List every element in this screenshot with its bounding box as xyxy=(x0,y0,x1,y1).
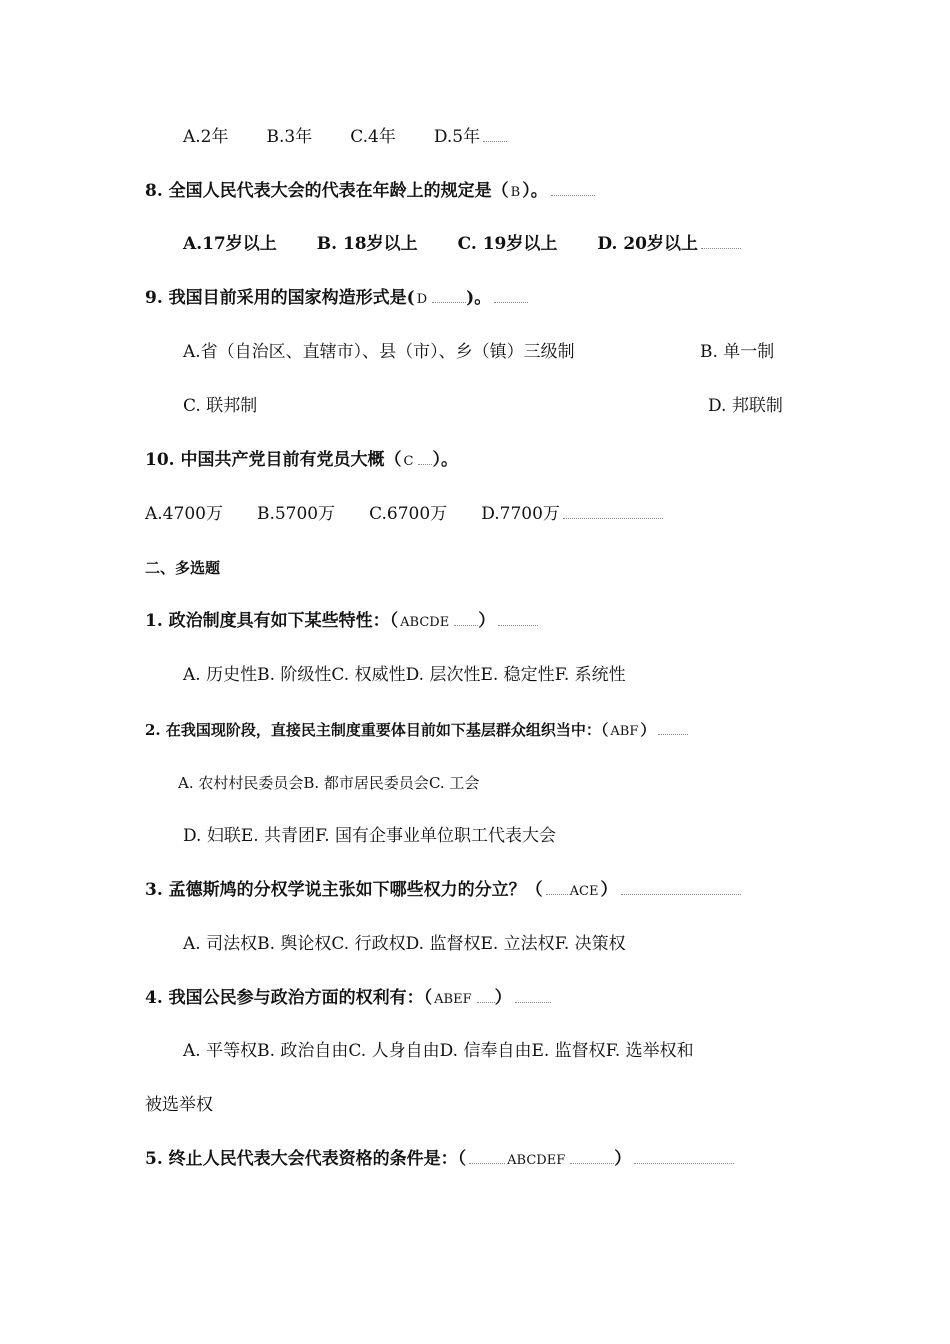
m4-option-a: A. 平等权 xyxy=(183,1041,258,1061)
q9-option-d: D. 邦联制 xyxy=(708,396,783,416)
m5-stem xyxy=(145,1148,734,1172)
m4-options xyxy=(183,1040,694,1062)
dotted-leader xyxy=(658,733,688,735)
m4-option-f: F. 选举权和 xyxy=(605,1041,694,1061)
q9-stem xyxy=(145,287,528,311)
m2-answer: ABF xyxy=(610,724,639,739)
m1-option-b: B. 阶级性 xyxy=(257,665,332,685)
dotted-leader xyxy=(546,893,568,895)
dotted-leader xyxy=(477,1001,495,1003)
dotted-leader xyxy=(570,1162,614,1164)
q8-option-b: B. 18岁以上 xyxy=(316,234,418,254)
m2-option-f: F. 国有企事业单位职工代表大会 xyxy=(315,826,557,846)
q8-option-d: D. 20岁以上 xyxy=(597,234,699,254)
dotted-leader xyxy=(483,140,507,142)
q7-option-a: A.2年 xyxy=(183,127,229,147)
m5-close: ） xyxy=(614,1149,632,1169)
m1-answer: ABCDE xyxy=(400,615,450,630)
dotted-leader xyxy=(469,1162,505,1164)
q9-option-a: A.省（自治区、直辖市）、县（市）、乡（镇）三级制 xyxy=(183,342,575,362)
m2-stem-text: 2. 在我国现阶段，直接民主制度重要体目前如下基层群众组织当中：（ xyxy=(145,721,609,739)
m4-stem xyxy=(145,987,551,1011)
m3-option-d: D. 监督权 xyxy=(405,934,481,954)
m1-option-f: F. 系统性 xyxy=(554,665,626,685)
dotted-leader xyxy=(515,1001,551,1003)
m2-option-d: D. 妇联 xyxy=(183,826,241,846)
m2-option-e: E. 共青团 xyxy=(240,826,316,846)
m1-option-d: D. 层次性 xyxy=(405,665,481,685)
dotted-leader xyxy=(634,1162,734,1164)
q10-close: ）。 xyxy=(432,450,458,470)
q8-stem-text: 8. 全国人民代表大会的代表在年龄上的规定是（ xyxy=(145,181,509,201)
m3-options xyxy=(183,933,626,955)
q8-option-c: C. 19岁以上 xyxy=(457,234,558,254)
m3-stem-text: 3. 孟德斯鸠的分权学说主张如下哪些权力的分立？（ xyxy=(145,880,543,900)
q10-options xyxy=(145,503,663,525)
section-title: 二、多选题 xyxy=(145,559,221,577)
m2-option-a: A. 农村村民委员会 xyxy=(178,774,304,792)
m4-option-d: D. 信奉自由 xyxy=(439,1041,532,1061)
q9-answer: D xyxy=(416,292,428,307)
q7-option-d: D.5年 xyxy=(433,127,481,147)
m1-close: ） xyxy=(478,611,496,631)
q8-option-a: A.17岁以上 xyxy=(183,234,277,254)
m4-continuation: 被选举权 xyxy=(145,1095,213,1115)
q8-options xyxy=(183,233,741,255)
m2-option-b: B. 都市居民委员会 xyxy=(303,774,429,792)
m3-stem xyxy=(145,879,741,903)
dotted-leader xyxy=(498,624,538,626)
q10-option-a: A.4700万 xyxy=(145,504,223,524)
q10-answer: C xyxy=(403,454,414,469)
m4-option-b: B. 政治自由 xyxy=(257,1041,349,1061)
dotted-leader xyxy=(454,624,478,626)
m2-stem xyxy=(145,719,688,743)
m3-answer: ACE xyxy=(569,884,599,899)
m2-options-line2 xyxy=(183,825,556,847)
m1-stem-text: 1. 政治制度具有如下某些特性：（ xyxy=(145,611,399,631)
m2-close: ） xyxy=(640,721,656,739)
m3-close: ） xyxy=(600,880,618,900)
q10-option-d: D.7700万 xyxy=(481,504,560,524)
m3-option-c: C. 行政权 xyxy=(331,934,406,954)
q8-stem xyxy=(145,180,595,204)
dotted-leader xyxy=(551,194,595,196)
m3-option-b: B. 舆论权 xyxy=(257,934,332,954)
dotted-leader xyxy=(418,463,432,465)
q9-option-c: C. 联邦制 xyxy=(183,396,258,416)
m5-answer: ABCDEF xyxy=(507,1153,566,1168)
q10-option-b: B.5700万 xyxy=(256,504,336,524)
m5-stem-text: 5. 终止人民代表大会代表资格的条件是：（ xyxy=(145,1149,467,1169)
q9-option-b: B. 单一制 xyxy=(700,342,775,362)
dotted-leader xyxy=(432,301,466,303)
m2-options-line1 xyxy=(178,772,479,794)
m4-option-c: C. 人身自由 xyxy=(348,1041,440,1061)
m4-option-e: E. 监督权 xyxy=(531,1041,606,1061)
q7-option-b: B.3年 xyxy=(266,127,313,147)
q7-options xyxy=(183,126,507,148)
m4-stem-text: 4. 我国公民参与政治方面的权利有：（ xyxy=(145,988,433,1008)
q7-option-c: C.4年 xyxy=(350,127,396,147)
q8-close: ）。 xyxy=(522,181,548,201)
dotted-leader xyxy=(494,301,528,303)
m1-options xyxy=(183,664,626,686)
m1-option-c: C. 权威性 xyxy=(331,665,406,685)
dotted-leader xyxy=(621,893,741,895)
q10-stem xyxy=(145,449,458,473)
dotted-leader xyxy=(701,247,741,249)
m3-option-e: E. 立法权 xyxy=(480,934,555,954)
q9-close: )。 xyxy=(466,288,492,308)
m3-option-f: F. 决策权 xyxy=(554,934,626,954)
m2-option-c: C. 工会 xyxy=(428,774,480,792)
m4-answer: ABEF xyxy=(434,992,472,1007)
q8-answer: B xyxy=(510,185,521,200)
dotted-leader xyxy=(563,517,663,519)
m1-option-e: E. 稳定性 xyxy=(480,665,555,685)
m3-option-a: A. 司法权 xyxy=(183,934,258,954)
q10-stem-text: 10. 中国共产党目前有党员大概（ xyxy=(145,450,402,470)
m1-stem xyxy=(145,610,538,634)
m1-option-a: A. 历史性 xyxy=(183,665,258,685)
m4-close: ） xyxy=(494,988,512,1008)
q9-stem-text: 9. 我国目前采用的国家构造形式是( xyxy=(145,288,415,308)
q10-option-c: C.6700万 xyxy=(369,504,448,524)
